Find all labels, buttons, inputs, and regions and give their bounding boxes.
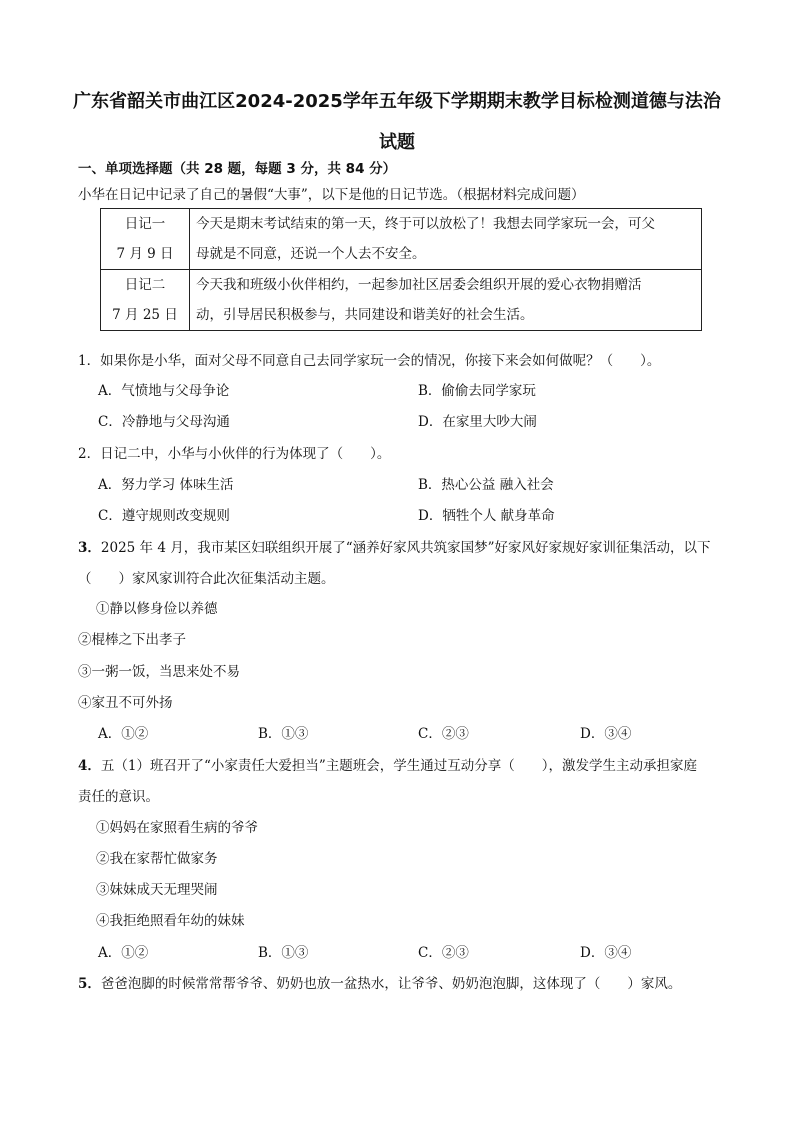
q3-option-d[interactable]: D．③④ bbox=[580, 726, 632, 742]
question-3-number: 3． bbox=[78, 540, 101, 556]
q4-item: ③妹妹成天无理哭闹 bbox=[96, 882, 218, 898]
q2-option-c[interactable]: C．遵守规则改变规则 bbox=[98, 508, 230, 524]
question-3-stem-text: 2025 年 4 月，我市某区妇联组织开展了“涵养好家风共筑家国梦”好家风好家规好家训征集活动，以下 bbox=[100, 540, 711, 556]
material-intro: 小华在日记中记录了自己的暑假“大事”，以下是他的日记节选。（根据材料完成问题） bbox=[78, 187, 585, 203]
q1-option-a[interactable]: A．气愤地与父母争论 bbox=[98, 383, 230, 399]
exam-title-cont: 试题 bbox=[379, 132, 415, 153]
q4-option-b[interactable]: B．①③ bbox=[258, 945, 309, 961]
q3-option-c[interactable]: C．②③ bbox=[418, 726, 469, 742]
question-1-stem: 1．如果你是小华，面对父母不同意自己去同学家玩一会的情况，你接下来会如何做呢？（ ）。 bbox=[78, 353, 661, 369]
question-4-stem bbox=[78, 757, 697, 775]
diary-date: 7 月 25 日 bbox=[112, 307, 178, 323]
question-4-number: 4． bbox=[78, 758, 101, 774]
diary-date-cell bbox=[101, 209, 190, 270]
diary-date: 7 月 9 日 bbox=[116, 246, 174, 262]
diary-text-line: 母就是不同意，还说一个人去不安全。 bbox=[196, 246, 426, 262]
q4-item: ①妈妈在家照看生病的爷爷 bbox=[96, 820, 258, 836]
question-3-stem bbox=[78, 539, 711, 557]
question-4-stem-text: 五（1）班召开了“小家责任大爱担当”主题班会，学生通过互动分享（ ），激发学生主动承担家庭 bbox=[100, 758, 698, 774]
question-5-stem bbox=[78, 975, 681, 993]
diary-text-cell bbox=[190, 270, 702, 331]
exam-title: 广东省韶关市曲江区2024-2025学年五年级下学期期末教学目标检测道德与法治 bbox=[73, 91, 721, 112]
diary-text-line: 今天我和班级小伙伴相约，一起参加社区居委会组织开展的爱心衣物捐赠活 bbox=[196, 277, 642, 293]
diary-name: 日记一 bbox=[124, 216, 166, 232]
diary-text-line: 今天是期末考试结束的第一天，终于可以放松了！我想去同学家玩一会，可父 bbox=[196, 216, 655, 232]
q4-option-c[interactable]: C．②③ bbox=[418, 945, 469, 961]
q3-item: ④家丑不可外扬 bbox=[78, 695, 173, 711]
diary-text-line: 动，引导居民积极参与，共同建设和谐美好的社会生活。 bbox=[196, 307, 534, 323]
diary-name: 日记二 bbox=[124, 277, 166, 293]
q2-option-b[interactable]: B．热心公益 融入社会 bbox=[418, 477, 554, 493]
q1-option-c[interactable]: C．冷静地与父母沟通 bbox=[98, 414, 230, 430]
q3-option-b[interactable]: B．①③ bbox=[258, 726, 309, 742]
q4-option-d[interactable]: D．③④ bbox=[580, 945, 632, 961]
q3-item: ③一粥一饭，当思来处不易 bbox=[78, 664, 240, 680]
q4-item: ④我拒绝照看年幼的妹妹 bbox=[96, 913, 245, 929]
q3-option-a[interactable]: A．①② bbox=[98, 726, 149, 742]
question-5-stem-text: 爸爸泡脚的时候常常帮爷爷、奶奶也放一盆热水，让爷爷、奶奶泡泡脚，这体现了（ ）家风。 bbox=[100, 976, 682, 992]
question-2-stem: 2．日记二中，小华与小伙伴的行为体现了（ ）。 bbox=[78, 446, 391, 462]
q3-item: ①静以修身俭以养德 bbox=[96, 601, 218, 617]
q2-option-d[interactable]: D．牺牲个人 献身革命 bbox=[418, 508, 555, 524]
q3-item: ②棍棒之下出孝子 bbox=[78, 632, 186, 648]
diary-row bbox=[101, 209, 702, 270]
question-4-stem-cont: 责任的意识。 bbox=[78, 789, 159, 805]
diary-row bbox=[101, 270, 702, 331]
diary-table bbox=[100, 208, 702, 331]
diary-text-cell bbox=[190, 209, 702, 270]
diary-date-cell bbox=[101, 270, 190, 331]
question-5-number: 5． bbox=[78, 976, 101, 992]
q2-option-a[interactable]: A．努力学习 体味生活 bbox=[98, 477, 234, 493]
section-heading: 一、单项选择题（共 28 题，每题 3 分，共 84 分） bbox=[78, 161, 397, 177]
q4-option-a[interactable]: A．①② bbox=[98, 945, 149, 961]
q4-item: ②我在家帮忙做家务 bbox=[96, 851, 218, 867]
question-3-stem-cont: （ ）家风家训符合此次征集活动主题。 bbox=[78, 571, 335, 587]
q1-option-b[interactable]: B．偷偷去同学家玩 bbox=[418, 383, 536, 399]
q1-option-d[interactable]: D．在家里大吵大闹 bbox=[418, 414, 537, 430]
